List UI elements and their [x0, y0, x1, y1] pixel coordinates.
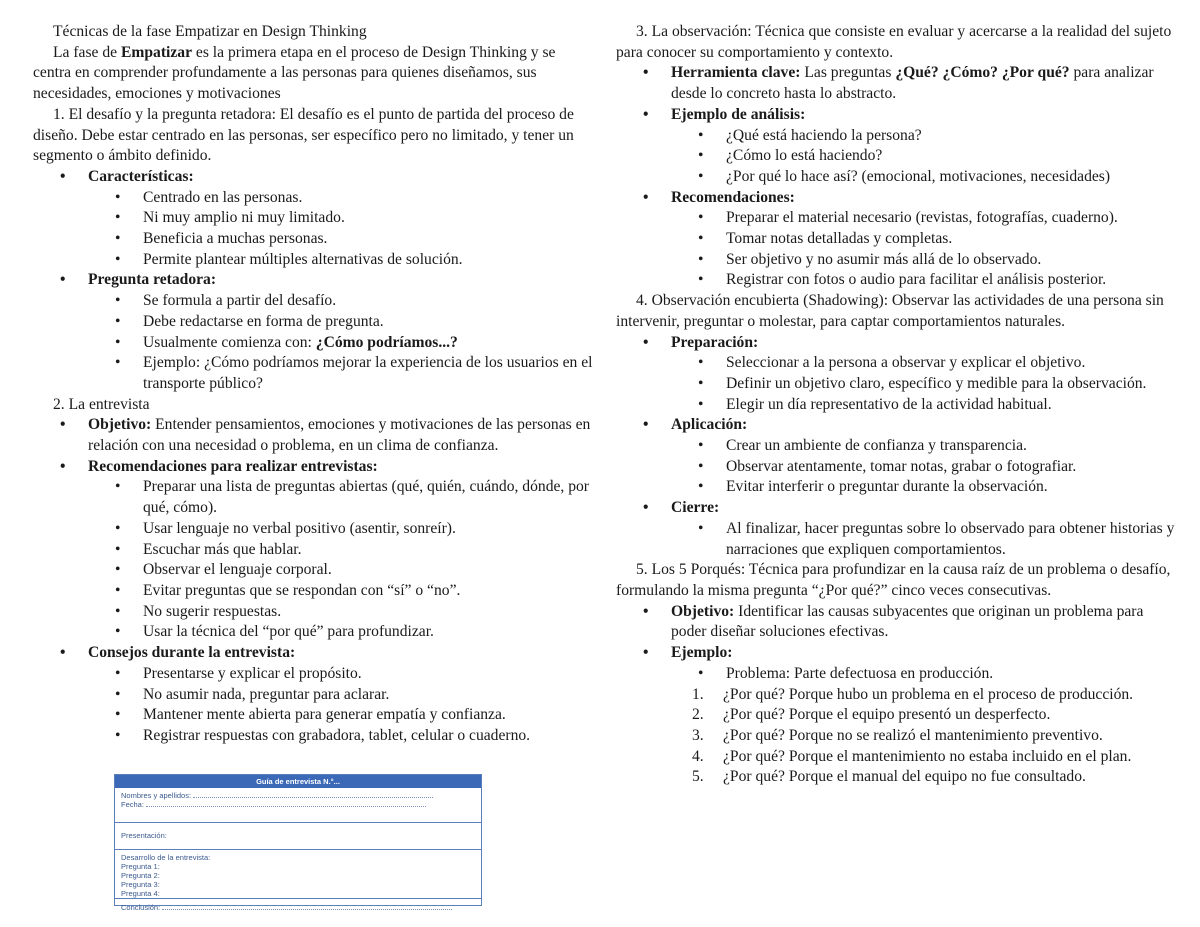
- list-item: 4. ¿Por qué? Porque el mantenimiento no estaba incluido en el plan.: [616, 747, 1176, 768]
- document-title: Técnicas de la fase Empatizar en Design Thinking: [53, 23, 367, 40]
- form-label-conclusion: Conclusión:: [121, 903, 161, 912]
- pregunta-list: [33, 291, 593, 395]
- list-item: • Aplicación: • Crear un ambiente de confianza y transparencia. • Observar atentamente, tomar notas, grabar o fotografiar. • Evitar interferir o preguntar durante la observación.: [616, 415, 1176, 498]
- list-item: • Características: • Centrado en las personas. • Ni muy amplio ni muy limitado. • Beneficia a muchas personas. • Permite plantear múltiples alternativas de solución.: [33, 167, 593, 271]
- section-5-paragraph: 5. Los 5 Porqués: Técnica para profundizar en la causa raíz de un problema o desafío, formulando la misma pregunta “¿Por qué?” cinco veces consecutivas.: [616, 561, 1171, 599]
- list-item: 2. ¿Por qué? Porque el equipo presentó un desperfecto.: [616, 705, 1176, 726]
- list-item: • Beneficia a muchas personas.: [33, 229, 593, 250]
- preparacion-list: [616, 353, 1176, 415]
- list-item: • Ni muy amplio ni muy limitado.: [33, 208, 593, 229]
- list-item: • Tomar notas detalladas y completas.: [616, 229, 1176, 250]
- form-label-date: Fecha:: [121, 800, 144, 809]
- list-item: • Objetivo: Entender pensamientos, emociones y motivaciones de las personas en relación con una necesidad o problema, en un clima de confianza.: [33, 415, 593, 456]
- list-item: • Debe redactarse en forma de pregunta.: [33, 312, 593, 333]
- list-item: • Preparación: • Seleccionar a la persona a observar y explicar el objetivo. • Definir un objetivo claro, específico y medible para la observación. • Elegir un día representativo de la actividad habitual.: [616, 333, 1176, 416]
- section-2-title: 2. La entrevista: [53, 395, 150, 413]
- aplicacion-list: [616, 436, 1176, 498]
- interview-guide-form: [114, 774, 482, 912]
- section-1-list: [33, 167, 593, 395]
- list-item: • Registrar con fotos o audio para facilitar el análisis posterior.: [616, 270, 1176, 291]
- intro-paragraph: La fase de Empatizar es la primera etapa en el proceso de Design Thinking y se centra en comprender profundamente a las personas para quienes diseñamos, sus necesidades, emociones y motivaciones: [33, 43, 556, 103]
- right-column: [616, 22, 1176, 788]
- list-item: • Consejos durante la entrevista: • Presentarse y explicar el propósito. • No asumir nada, preguntar para aclarar. • Mantener mente abierta para generar empatía y confianza. • Registrar respuestas con grabadora, tablet, celular o cuaderno.: [33, 643, 593, 747]
- list-item: • Ejemplo: ¿Cómo podríamos mejorar la experiencia de los usuarios en el transporte público?: [33, 353, 593, 394]
- section-2-list: [33, 415, 593, 746]
- list-item: • Observar el lenguaje corporal.: [33, 560, 593, 581]
- list-item: • Pregunta retadora: • Se formula a partir del desafío. • Debe redactarse en forma de pregunta. • Usualmente comienza con: ¿Cómo podríamos...? • Ejemplo: ¿Cómo podríamos mejorar la experiencia de los usuarios en el transporte público?: [33, 270, 593, 394]
- form-section-development: [115, 850, 481, 899]
- list-item: 3. ¿Por qué? Porque no se realizó el mantenimiento preventivo.: [616, 726, 1176, 747]
- ejemplo-analisis-list: [616, 126, 1176, 188]
- form-line: [162, 903, 452, 910]
- list-item: • Ser objetivo y no asumir más allá de lo observado.: [616, 250, 1176, 271]
- form-label-q2: Pregunta 2:: [121, 871, 160, 880]
- list-item: • Centrado en las personas.: [33, 188, 593, 209]
- list-item: • Preparar una lista de preguntas abiertas (qué, quién, cuándo, dónde, por qué, cómo).: [33, 477, 593, 518]
- form-label-q4: Pregunta 4:: [121, 889, 160, 898]
- list-item: • Mantener mente abierta para generar empatía y confianza.: [33, 705, 593, 726]
- caracteristicas-list: [33, 188, 593, 271]
- form-label-development: Desarrollo de la entrevista:: [121, 853, 211, 862]
- list-item: • No asumir nada, preguntar para aclarar.: [33, 685, 593, 706]
- list-item: • Escuchar más que hablar.: [33, 540, 593, 561]
- form-section-presentation: [115, 823, 481, 850]
- list-item: • Permite plantear múltiples alternativas de solución.: [33, 250, 593, 271]
- list-item: • Seleccionar a la persona a observar y explicar el objetivo.: [616, 353, 1176, 374]
- list-item: • Usualmente comienza con: ¿Cómo podríamos...?: [33, 333, 593, 354]
- list-item: 5. ¿Por qué? Porque el manual del equipo no fue consultado.: [616, 767, 1176, 788]
- list-item: • ¿Cómo lo está haciendo?: [616, 146, 1176, 167]
- list-item: • Cierre: • Al finalizar, hacer preguntas sobre lo observado para obtener historias y narraciones que expliquen comportamientos.: [616, 498, 1176, 560]
- section-3-list: [616, 63, 1176, 291]
- observacion-recomendaciones-list: [616, 208, 1176, 291]
- form-section-identity: [115, 788, 481, 823]
- consejos-list: [33, 664, 593, 747]
- left-column: [33, 22, 593, 747]
- section-3-paragraph: 3. La observación: Técnica que consiste en evaluar y acercarse a la realidad del sujeto para conocer su comportamiento y contexto.: [616, 23, 1172, 61]
- list-item: • Usar lenguaje no verbal positivo (asentir, sonreír).: [33, 519, 593, 540]
- list-item: • Preparar el material necesario (revistas, fotografías, cuaderno).: [616, 208, 1176, 229]
- list-item: • Presentarse y explicar el propósito.: [33, 664, 593, 685]
- form-title: Guía de entrevista N.°...: [115, 775, 481, 788]
- list-item: • Recomendaciones para realizar entrevistas: • Preparar una lista de preguntas abiertas (qué, quién, cuándo, dónde, por qué, cómo). • Usar lenguaje no verbal positivo (asentir, sonreír). • Escuchar más que hablar. • Observar el lenguaje corporal. • Evitar preguntas que se respondan con “sí” o “no”. • No sugerir respuestas. • Usar la técnica del “por qué” para profundizar.: [33, 457, 593, 643]
- list-item: • Usar la técnica del “por qué” para profundizar.: [33, 622, 593, 643]
- form-line: [146, 800, 426, 807]
- list-item: • Registrar respuestas con grabadora, tablet, celular o cuaderno.: [33, 726, 593, 747]
- list-item: • Recomendaciones: • Preparar el material necesario (revistas, fotografías, cuaderno). • Tomar notas detalladas y completas. • Ser objetivo y no asumir más allá de lo observado. • Registrar con fotos o audio para facilitar el análisis posterior.: [616, 188, 1176, 292]
- form-label-q3: Pregunta 3:: [121, 880, 160, 889]
- form-label-presentation: Presentación:: [121, 831, 167, 840]
- list-item: • Se formula a partir del desafío.: [33, 291, 593, 312]
- list-item: • No sugerir respuestas.: [33, 602, 593, 623]
- five-whys-list: [616, 685, 1176, 789]
- problema-list: [616, 664, 1176, 685]
- list-item: 1. ¿Por qué? Porque hubo un problema en el proceso de producción.: [616, 685, 1176, 706]
- recomendaciones-list: [33, 477, 593, 643]
- list-item: • ¿Qué está haciendo la persona?: [616, 126, 1176, 147]
- list-item: • Problema: Parte defectuosa en producción.: [616, 664, 1176, 685]
- list-item: • Crear un ambiente de confianza y transparencia.: [616, 436, 1176, 457]
- list-item: • Definir un objetivo claro, específico y medible para la observación.: [616, 374, 1176, 395]
- section-4-paragraph: 4. Observación encubierta (Shadowing): Observar las actividades de una persona sin intervenir, preguntar o molestar, para captar comportamientos naturales.: [616, 292, 1164, 330]
- list-item: • Ejemplo: • Problema: Parte defectuosa en producción. 1. ¿Por qué? Porque hubo un problema en el proceso de producción. 2. ¿Por qué? Porque el equipo presentó un desperfecto. 3. ¿Por qué? Porque no se realizó el mantenimiento preventivo. 4. ¿Por qué? Porque el mantenimiento no estaba incluido en el plan. 5. ¿Por qué? Porque el manual del equipo no fue consultado.: [616, 643, 1176, 788]
- cierre-list: [616, 519, 1176, 560]
- form-label-names: Nombres y apellidos:: [121, 791, 192, 800]
- list-item: • Objetivo: Identificar las causas subyacentes que originan un problema para poder diseñar soluciones efectivas.: [616, 602, 1176, 643]
- list-item: • Elegir un día representativo de la actividad habitual.: [616, 395, 1176, 416]
- form-line: [193, 791, 433, 798]
- section-5-list: [616, 602, 1176, 788]
- list-item: • Ejemplo de análisis: • ¿Qué está haciendo la persona? • ¿Cómo lo está haciendo? • ¿Por qué lo hace así? (emocional, motivaciones, necesidades): [616, 105, 1176, 188]
- list-item: • Evitar interferir o preguntar durante la observación.: [616, 477, 1176, 498]
- list-item: • Herramienta clave: Las preguntas ¿Qué? ¿Cómo? ¿Por qué? para analizar desde lo concreto hasta lo abstracto.: [616, 63, 1176, 104]
- section-1-paragraph: 1. El desafío y la pregunta retadora: El desafío es el punto de partida del proceso de diseño. Debe estar centrado en las personas, ser específico pero no limitado, y tener un segmento o ámbito definido.: [33, 105, 574, 165]
- list-item: • Observar atentamente, tomar notas, grabar o fotografiar.: [616, 457, 1176, 478]
- section-4-list: [616, 333, 1176, 561]
- list-item: • Evitar preguntas que se respondan con “sí” o “no”.: [33, 581, 593, 602]
- list-item: • Al finalizar, hacer preguntas sobre lo observado para obtener historias y narraciones que expliquen comportamientos.: [616, 519, 1176, 560]
- list-item: • ¿Por qué lo hace así? (emocional, motivaciones, necesidades): [616, 167, 1176, 188]
- form-section-conclusion: [115, 899, 481, 916]
- form-label-q1: Pregunta 1:: [121, 862, 160, 871]
